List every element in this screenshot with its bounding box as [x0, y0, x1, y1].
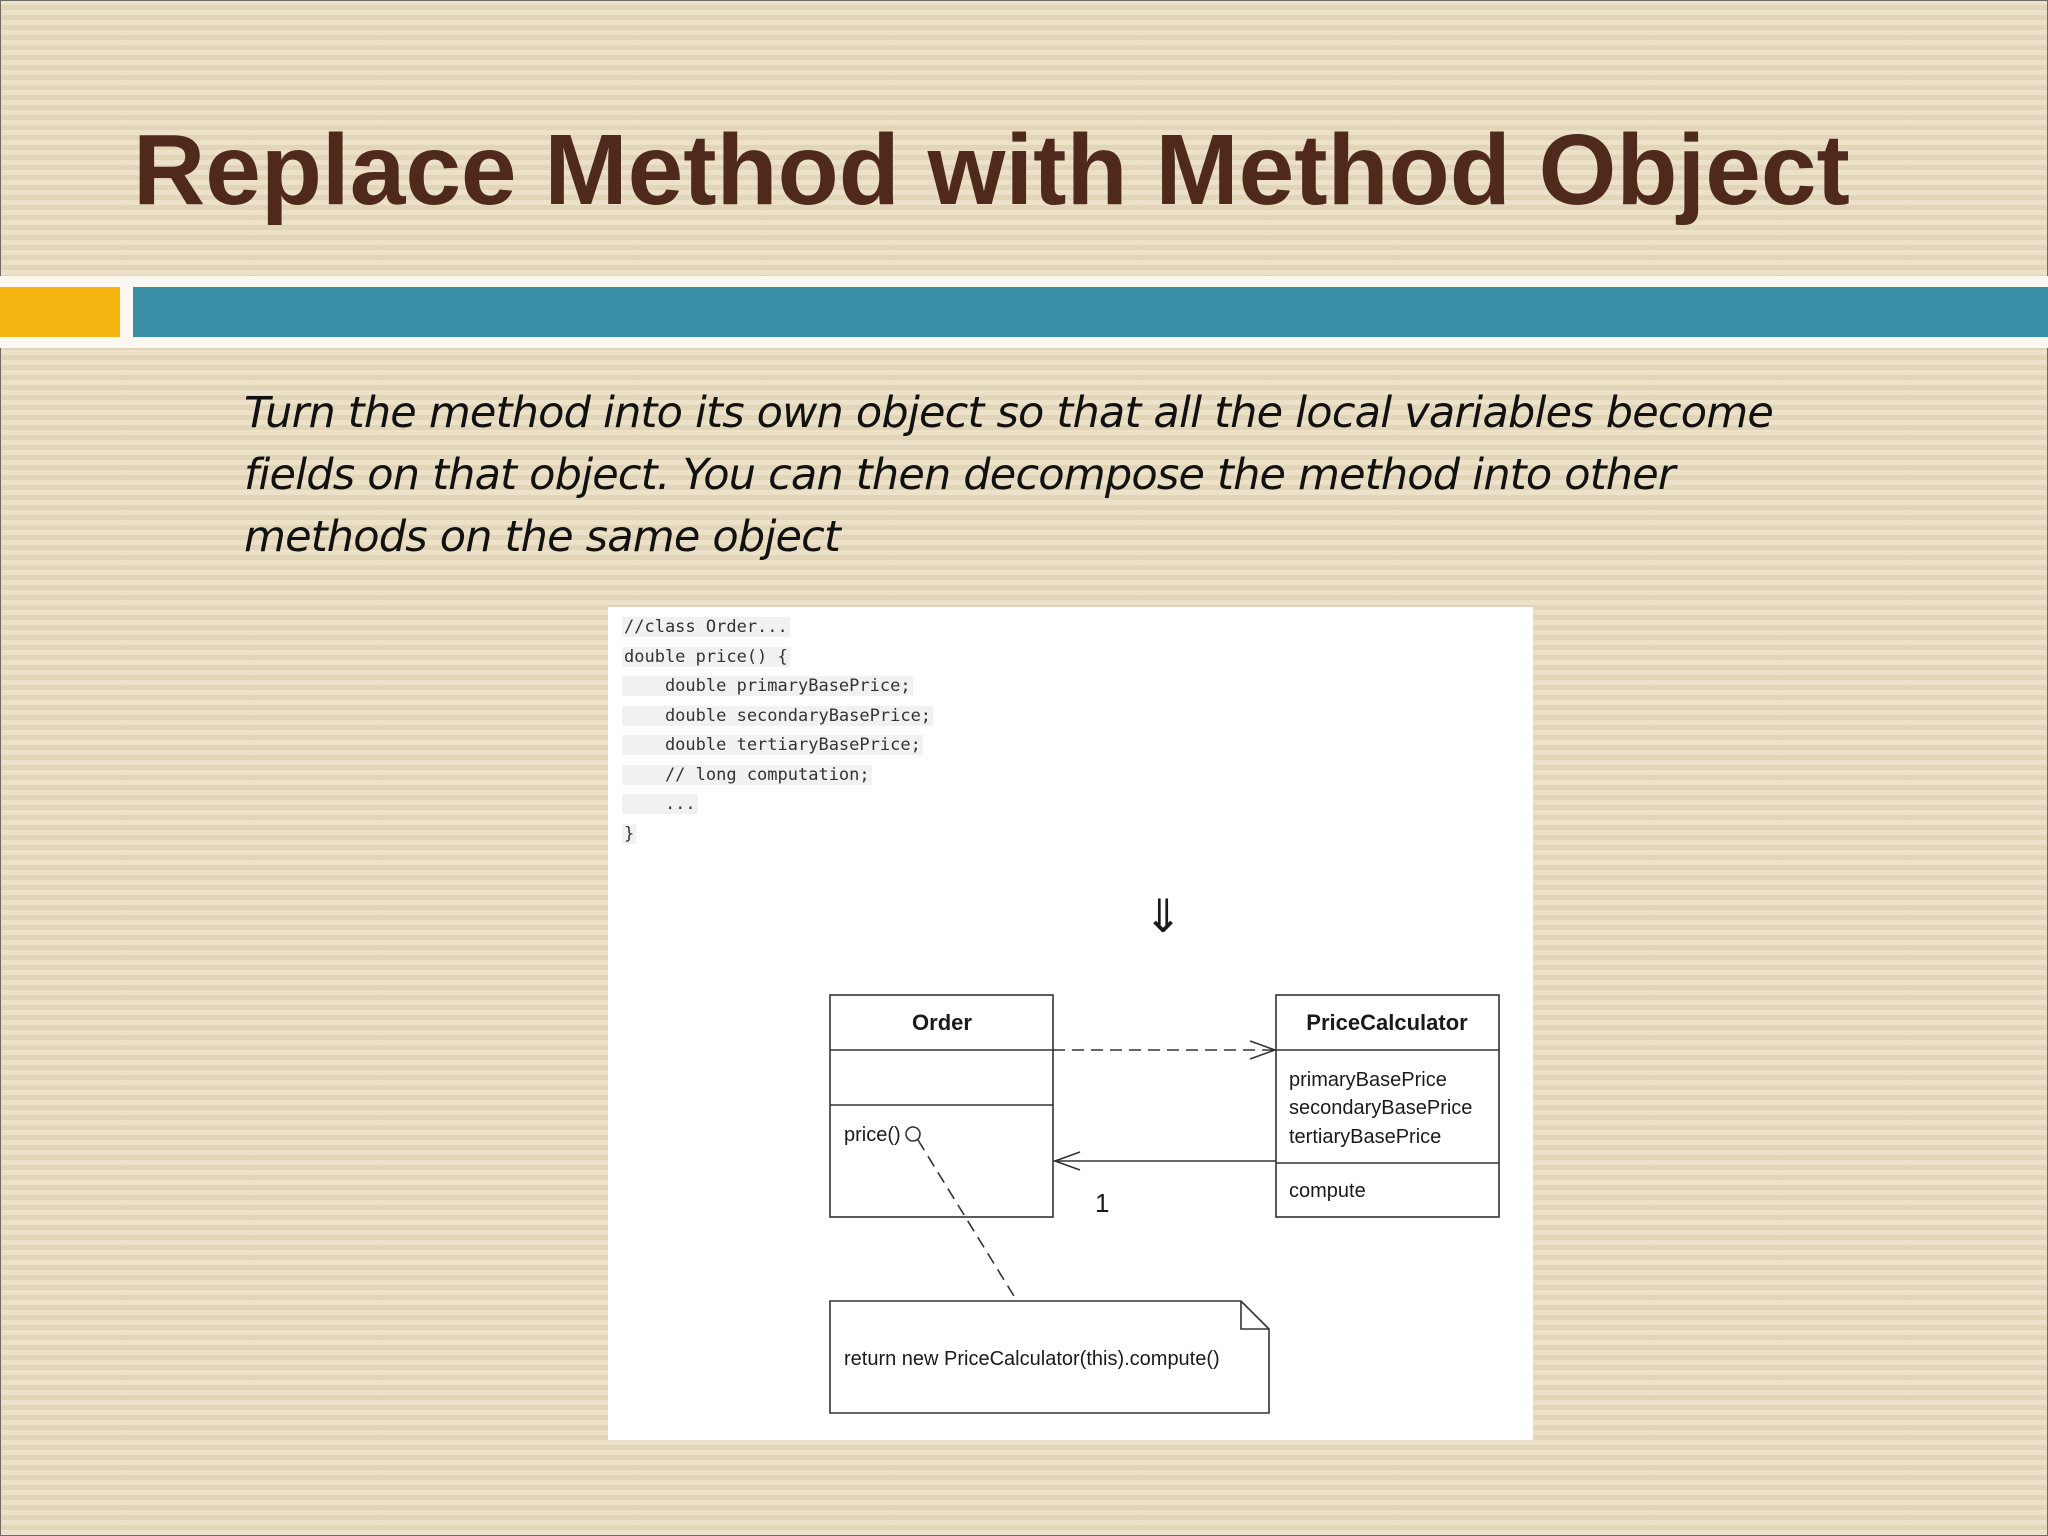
price-calculator-method: compute — [1289, 1180, 1366, 1202]
code-line: // long computation; — [624, 764, 870, 785]
code-line: double primaryBasePrice; — [624, 676, 911, 696]
slide-subtitle: Turn the method into its own object so that all the local variables become fields on that object. You can then decompose the method into other methods on the same object — [244, 388, 1774, 562]
code-line: double price() { — [624, 646, 788, 667]
uml-note — [830, 1301, 1269, 1413]
price-calculator-class — [1276, 995, 1499, 1217]
code-line: double secondaryBasePrice; — [624, 705, 932, 726]
code-line: //class Order... — [624, 617, 788, 637]
association-arrow — [1054, 1152, 1276, 1218]
code-line: } — [624, 823, 635, 844]
note-anchor-icon — [906, 1127, 920, 1141]
accent-bar-orange — [0, 287, 120, 337]
note-text: return new PriceCalculator(this).compute() — [844, 1348, 1220, 1370]
slide-title: Replace Method with Method Object — [133, 114, 1850, 226]
price-calculator-class-name: PriceCalculator — [1306, 1010, 1468, 1035]
refactoring-figure — [608, 607, 1533, 1440]
transform-arrow-icon: ⇓ — [1143, 890, 1183, 942]
note-connector — [918, 1140, 1017, 1301]
price-calculator-field: secondaryBasePrice — [1289, 1097, 1473, 1119]
order-class-name: Order — [912, 1010, 972, 1035]
order-method: price() — [844, 1124, 901, 1146]
uml-diagram — [608, 607, 1533, 1440]
code-line: double tertiaryBasePrice; — [624, 735, 921, 755]
price-calculator-field: primaryBasePrice — [1289, 1069, 1447, 1091]
multiplicity-label: 1 — [1095, 1188, 1110, 1218]
accent-bar-teal — [133, 287, 2048, 337]
dependency-arrow — [1053, 1041, 1275, 1059]
code-line: ... — [624, 794, 696, 814]
price-calculator-field: tertiaryBasePrice — [1289, 1126, 1442, 1148]
order-class — [830, 995, 1053, 1217]
